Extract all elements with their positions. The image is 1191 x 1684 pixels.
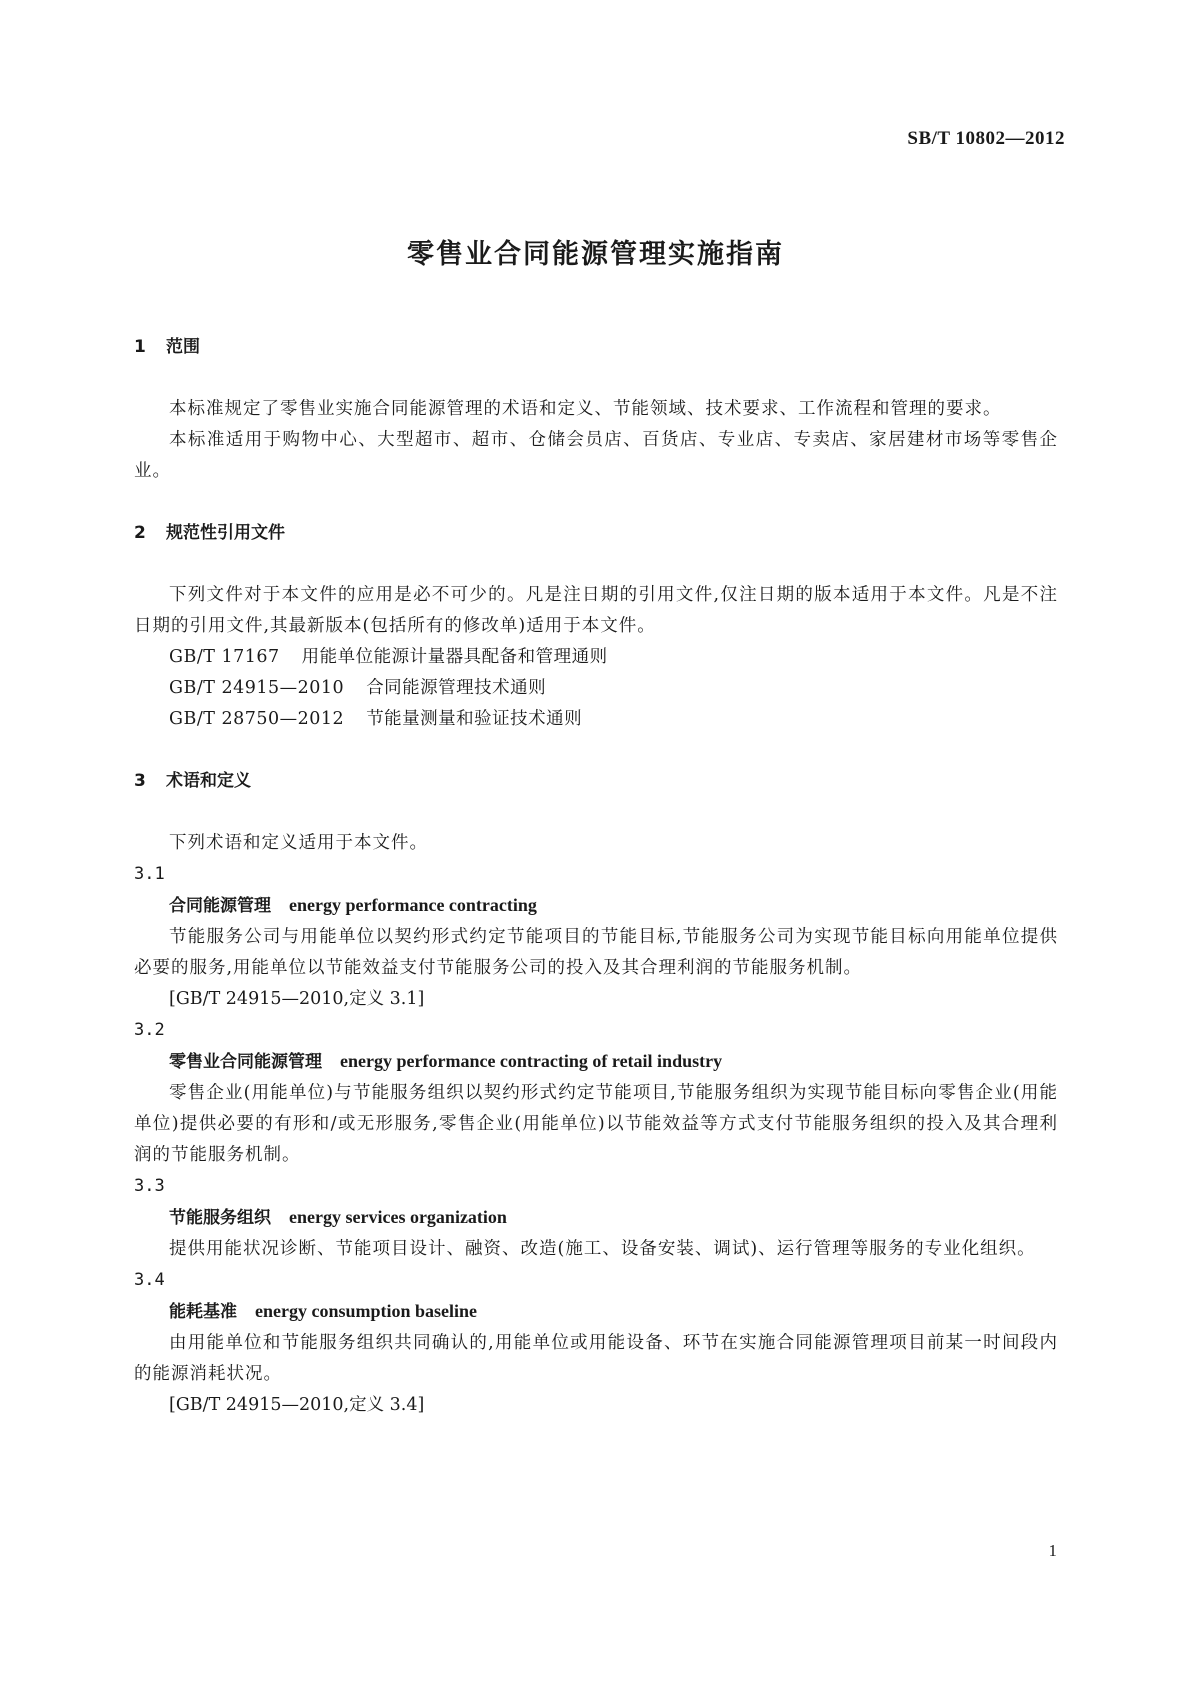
term-definition: 节能服务公司与用能单位以契约形式约定节能项目的节能目标,节能服务公司为实现节能目标向用能单位提供必要的服务,用能单位以节能效益支付节能服务公司的投入及其合理利润的节能服务机制。 bbox=[134, 927, 1058, 978]
term-en: energy services organization bbox=[289, 1207, 507, 1227]
term-definition: 由用能单位和节能服务组织共同确认的,用能单位或用能设备、环节在实施合同能源管理项目前某一时间段内的能源消耗状况。 bbox=[134, 1333, 1058, 1384]
term-title bbox=[134, 1046, 1058, 1078]
reference-item bbox=[134, 704, 1058, 735]
section-title: 范围 bbox=[166, 337, 200, 357]
term-title bbox=[134, 1296, 1058, 1328]
term-en: energy consumption baseline bbox=[255, 1301, 478, 1321]
paragraph: 本标准规定了零售业实施合同能源管理的术语和定义、节能领域、技术要求、工作流程和管理的要求。 bbox=[169, 399, 1002, 419]
reference-code: GB/T 24915—2010 bbox=[169, 678, 345, 698]
term-en: energy performance contracting bbox=[289, 895, 537, 915]
paragraph: 下列文件对于本文件的应用是必不可少的。凡是注日期的引用文件,仅注日期的版本适用于本文件。凡是不注日期的引用文件,其最新版本(包括所有的修改单)适用于本文件。 bbox=[134, 585, 1058, 636]
term-title bbox=[134, 890, 1058, 922]
term-definition: 提供用能状况诊断、节能项目设计、融资、改造(施工、设备安装、调试)、运行管理等服务的专业化组织。 bbox=[169, 1239, 1036, 1259]
reference-name: 合同能源管理技术通则 bbox=[366, 678, 547, 698]
term-zh: 合同能源管理 bbox=[169, 896, 271, 916]
document-body bbox=[134, 332, 1058, 1421]
document-code: SB/T 10802—2012 bbox=[907, 128, 1065, 149]
section-2-heading bbox=[134, 518, 1058, 549]
term-title bbox=[134, 1202, 1058, 1234]
reference-item bbox=[134, 673, 1058, 704]
document-title: 零售业合同能源管理实施指南 bbox=[407, 239, 784, 270]
reference-item bbox=[134, 642, 1058, 673]
page-number: 1 bbox=[1048, 1541, 1057, 1560]
term-number: 3.3 bbox=[134, 1176, 165, 1196]
section-title: 规范性引用文件 bbox=[166, 523, 285, 543]
paragraph: 本标准适用于购物中心、大型超市、超市、仓储会员店、百货店、专业店、专卖店、家居建材市场等零售企业。 bbox=[134, 430, 1058, 481]
reference-name: 节能量测量和验证技术通则 bbox=[366, 709, 583, 729]
section-3-heading bbox=[134, 766, 1058, 797]
term-en: energy performance contracting of retail industry bbox=[340, 1051, 723, 1071]
section-title: 术语和定义 bbox=[166, 771, 251, 791]
term-definition: 零售企业(用能单位)与节能服务组织以契约形式约定节能项目,节能服务组织为实现节能目标向零售企业(用能单位)提供必要的有形和/或无形服务,零售企业(用能单位)以节能效益等方式支付节能服务组织的投入及其合理利润的节能服务机制。 bbox=[134, 1083, 1058, 1165]
term-number: 3.2 bbox=[134, 1020, 165, 1040]
reference-name: 用能单位能源计量器具配备和管理通则 bbox=[301, 647, 608, 667]
term-number: 3.1 bbox=[134, 864, 165, 884]
section-1-heading bbox=[134, 332, 1058, 363]
term-zh: 零售业合同能源管理 bbox=[169, 1052, 322, 1072]
term-source: [GB/T 24915—2010,定义 3.1] bbox=[169, 989, 425, 1009]
term-number: 3.4 bbox=[134, 1270, 165, 1290]
section-number: 1 bbox=[134, 337, 146, 357]
term-zh: 能耗基准 bbox=[169, 1302, 237, 1322]
section-number: 3 bbox=[134, 771, 146, 791]
paragraph: 下列术语和定义适用于本文件。 bbox=[169, 833, 428, 853]
term-zh: 节能服务组织 bbox=[169, 1208, 271, 1228]
reference-code: GB/T 17167 bbox=[169, 647, 280, 667]
reference-code: GB/T 28750—2012 bbox=[169, 709, 345, 729]
term-source: [GB/T 24915—2010,定义 3.4] bbox=[169, 1395, 425, 1415]
section-number: 2 bbox=[134, 523, 146, 543]
